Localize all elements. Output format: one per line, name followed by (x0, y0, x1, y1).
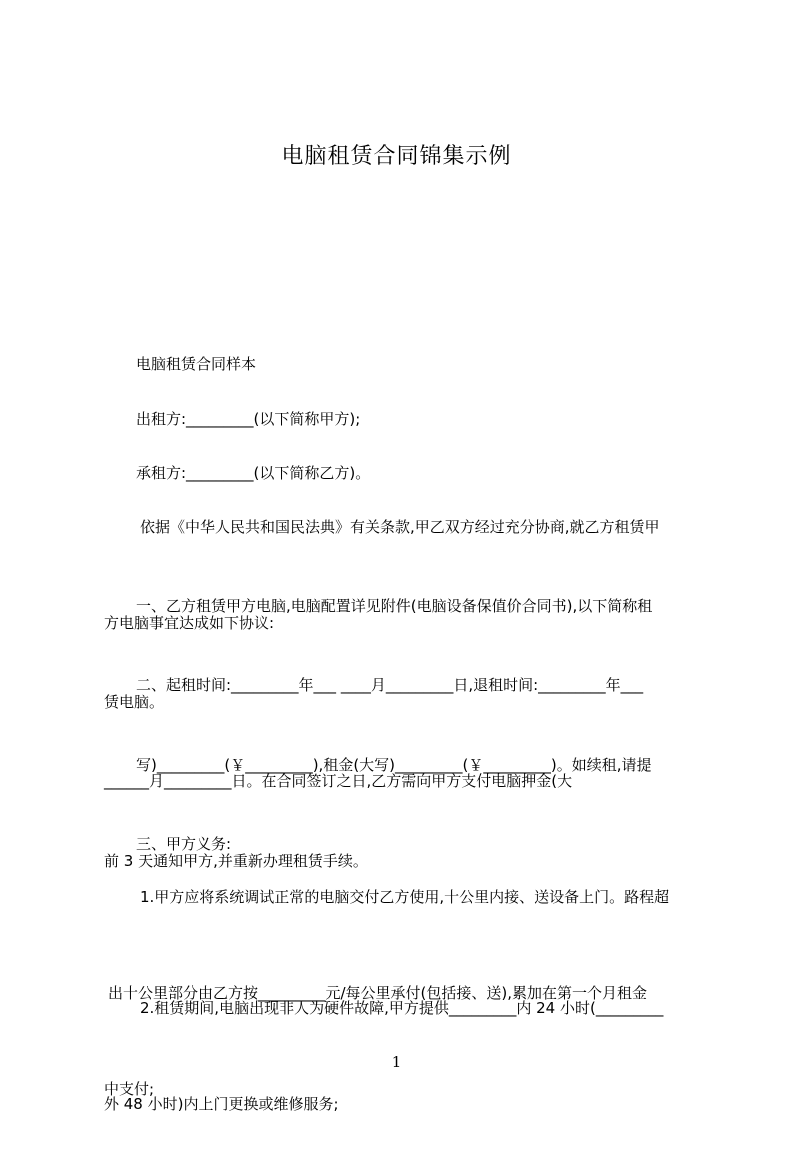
document-title: 电脑租赁合同锦集示例 (281, 144, 512, 169)
duty-1-line-1: 1.甲方应将系统调试正常的电脑交付乙方使用,十公里内接、送设备上门。路程超 (140, 888, 670, 906)
preamble-line-1: 依据《中华人民共和国民法典》有关条款,甲乙双方经过充分协商,就乙方租赁甲 (140, 518, 660, 536)
duty-1-line-3: 中支付; (104, 1080, 155, 1098)
clause-2-line-2: ______月_________日。在合同签订之日,乙方需向甲方支付电脑押金(大 (104, 772, 573, 790)
clause-1-line-1: 一、乙方租赁甲方电脑,电脑配置详见附件(电脑设备保值价合同书),以下简称租 (136, 597, 653, 615)
clause-2-line-1: 二、起租时间:_________年___ ____月_________日,退租时间:_________年___ (136, 676, 644, 694)
clause-3-heading-text: 三、甲方义务: (136, 835, 232, 853)
clause-2-line-4: 前 3 天通知甲方,并重新办理租赁手续。 (104, 852, 368, 870)
lessor-text: 出租方:_________(以下简称甲方); (136, 410, 361, 428)
preamble-line-2: 方电脑事宜达成如下协议: (104, 614, 275, 632)
clause-1-line-2: 赁电脑。 (104, 693, 165, 711)
duty-2-paragraph (104, 928, 709, 1152)
duty-1-line-2: 出十公里部分由乙方按_________元/每公里承付(包括接、送),累加在第一个月租金 (108, 984, 648, 1002)
duty-2-line-2: 外 48 小时)内上门更换或维修服务; (104, 1095, 339, 1113)
contract-heading-text: 电脑租赁合同样本 (136, 355, 257, 373)
page-number: 1 (391, 1053, 402, 1071)
clause-2-line-3: 写)_________(￥_________),租金(大写)_________(￥_________)。如续租,请提 (136, 756, 652, 774)
lessee-text: 承租方:_________(以下简称乙方)。 (136, 464, 371, 482)
duty-2-line-1: 2.租赁期间,电脑出现非人为硬件故障,甲方提供_________内 24 小时(_________ (140, 999, 664, 1017)
